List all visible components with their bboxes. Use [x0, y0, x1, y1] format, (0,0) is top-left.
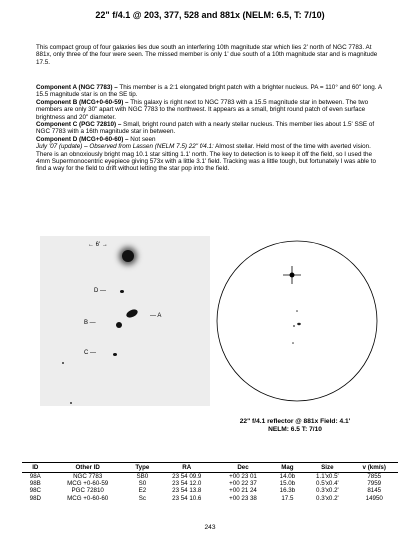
cell: 7855 [367, 473, 382, 480]
table-header-row [22, 463, 398, 473]
field-circle [217, 241, 377, 401]
col-other-id: Other ID [49, 463, 127, 473]
label-b: B — [84, 320, 96, 326]
component-c-heading: Component C (PGC 72810) – [36, 121, 122, 129]
cell: +00 23 01 [229, 473, 257, 480]
component-b-heading: Component B (MCG+0-60-59) – [36, 98, 129, 106]
galaxy-b [116, 322, 122, 328]
cell: SB0 [136, 473, 149, 480]
scale-label: ← 6' → [88, 242, 108, 248]
label-a: — A [150, 313, 162, 319]
cell: 0.3'x0.2' [316, 487, 339, 495]
table-row [22, 473, 398, 481]
component-b [36, 99, 386, 121]
label-d: D — [94, 288, 106, 294]
col-ra: RA [158, 463, 216, 473]
eyepiece-sketch [214, 238, 380, 404]
caption-line-2: NELM: 6.5 T: 7/10 [268, 426, 322, 433]
sketch-galaxy-a [297, 323, 301, 325]
cell: 23 54 09.9 [172, 473, 202, 480]
intro-text: This compact group of four galaxies lies due south an interfering 10th magnitude star which lies 2' north of NGC 7783. At 881x, only three of the four were seen. The missed member is only 1' due south of a 10th magnitude star and is magnitude 17.5. [36, 44, 378, 66]
component-a [36, 84, 386, 99]
component-a-heading: Component A (NGC 7783) – [36, 84, 118, 91]
sketch-galaxy-b [293, 325, 295, 327]
component-d [36, 136, 386, 143]
galaxy-d [120, 290, 124, 293]
cell: E2 [138, 487, 147, 495]
cell: PGC 72810 [71, 487, 104, 495]
caption-line-1: 22" f/4.1 reflector @ 881x Field: 4.1' [239, 418, 351, 425]
object-table [22, 462, 398, 502]
table-row [22, 487, 398, 494]
page-number: 243 [204, 524, 216, 531]
cell: +00 23 38 [229, 494, 257, 502]
cell: 15.0b [279, 480, 296, 488]
col-dec: Dec [216, 463, 271, 473]
component-c [36, 121, 386, 136]
cell: 98B [29, 480, 41, 488]
cell: Sc [138, 494, 146, 502]
col-type: Type [127, 463, 158, 473]
component-c-text: Small, bright round patch with a nearly stellar nucleus. This member lies about 1.5' SSE of NGC 7783 with a 16th magnitude star in between. [36, 121, 375, 136]
cell: 8145 [367, 487, 382, 495]
cell: 7959 [367, 480, 382, 488]
sketch-galaxy-d [296, 310, 298, 312]
update-heading: July '07 (update) – Observed from Lassen (NELM 7.5) [36, 143, 187, 151]
field-star [62, 362, 64, 364]
cell: 0.3'x0.2' [316, 494, 339, 502]
components-section [36, 84, 386, 173]
update-scope: 22" f/4.1: [188, 143, 214, 151]
update-paragraph [36, 143, 386, 173]
col-mag: Mag [271, 463, 305, 473]
cell: 98C [29, 487, 41, 495]
sketch-galaxy-c [292, 342, 294, 344]
cell: 16.3b [279, 487, 296, 495]
cell: 0.5'x0.4' [316, 480, 339, 488]
field-star [70, 402, 72, 404]
cell: NGC 7783 [73, 473, 103, 480]
cell: 23 54 13.8 [172, 487, 202, 495]
component-d-heading: Component D (MCG+0-60-60) – [36, 135, 129, 143]
cell: MCG +0-60-60 [67, 494, 109, 502]
cell: 1.1'x0.5' [316, 473, 339, 480]
bright-star [122, 250, 134, 262]
cell: S0 [138, 480, 147, 488]
cell: 23 54 12.0 [172, 480, 202, 488]
col-velocity: v (km/s) [350, 463, 398, 473]
cell: +00 21 24 [229, 487, 257, 495]
cell: 23 54 10.6 [172, 494, 202, 502]
col-size: Size [304, 463, 350, 473]
component-b-text: This galaxy is right next to NGC 7783 with a 15.5 magnitude star in between. The two members are only 30" apart with NGC 7783 to the northwest. It appears as a small, bright round patch of even surface brightness and 20" diameter. [36, 98, 369, 121]
sketch-caption [210, 418, 380, 434]
cell: 17.5 [281, 494, 294, 502]
label-c: C — [84, 350, 96, 356]
component-d-text: Not seen [130, 135, 156, 143]
col-id: ID [22, 463, 49, 473]
component-a-text: This member is a 2:1 elongated bright patch with a brighter nucleus. PA = 110° and 60" long. A 15.5 magnitude star is on the SE tip. [36, 84, 382, 99]
table-row [22, 495, 398, 502]
cell: MCG +0-60-59 [67, 480, 109, 488]
intro-paragraph [36, 44, 386, 66]
table-row [22, 480, 398, 487]
cell: 14.0b [279, 473, 296, 480]
galaxy-c [113, 353, 117, 356]
cell: 98D [29, 494, 41, 502]
page-title: 22" f/4.1 @ 203, 377, 528 and 881x (NELM: 6.5, T: 7/10) [95, 10, 325, 20]
field-photo [40, 236, 210, 406]
cell: +00 22 37 [229, 480, 257, 488]
galaxy-a [125, 308, 139, 319]
cell: 98A [29, 473, 41, 480]
update-text: Almost stellar. Held most of the time with averted vision. There is an obnoxiously bright mag 10.1 star sitting 1.1' north. The key to detection is to keep it off the field, so I used the 4mm Supermonocentric eyepiece giving 573x with a little 3.1' field. Tracking was a little tough, but fortunately I was able to find a way for the field to drift without letting the star pop into the field. [36, 143, 377, 173]
cell: 14950 [365, 494, 383, 502]
